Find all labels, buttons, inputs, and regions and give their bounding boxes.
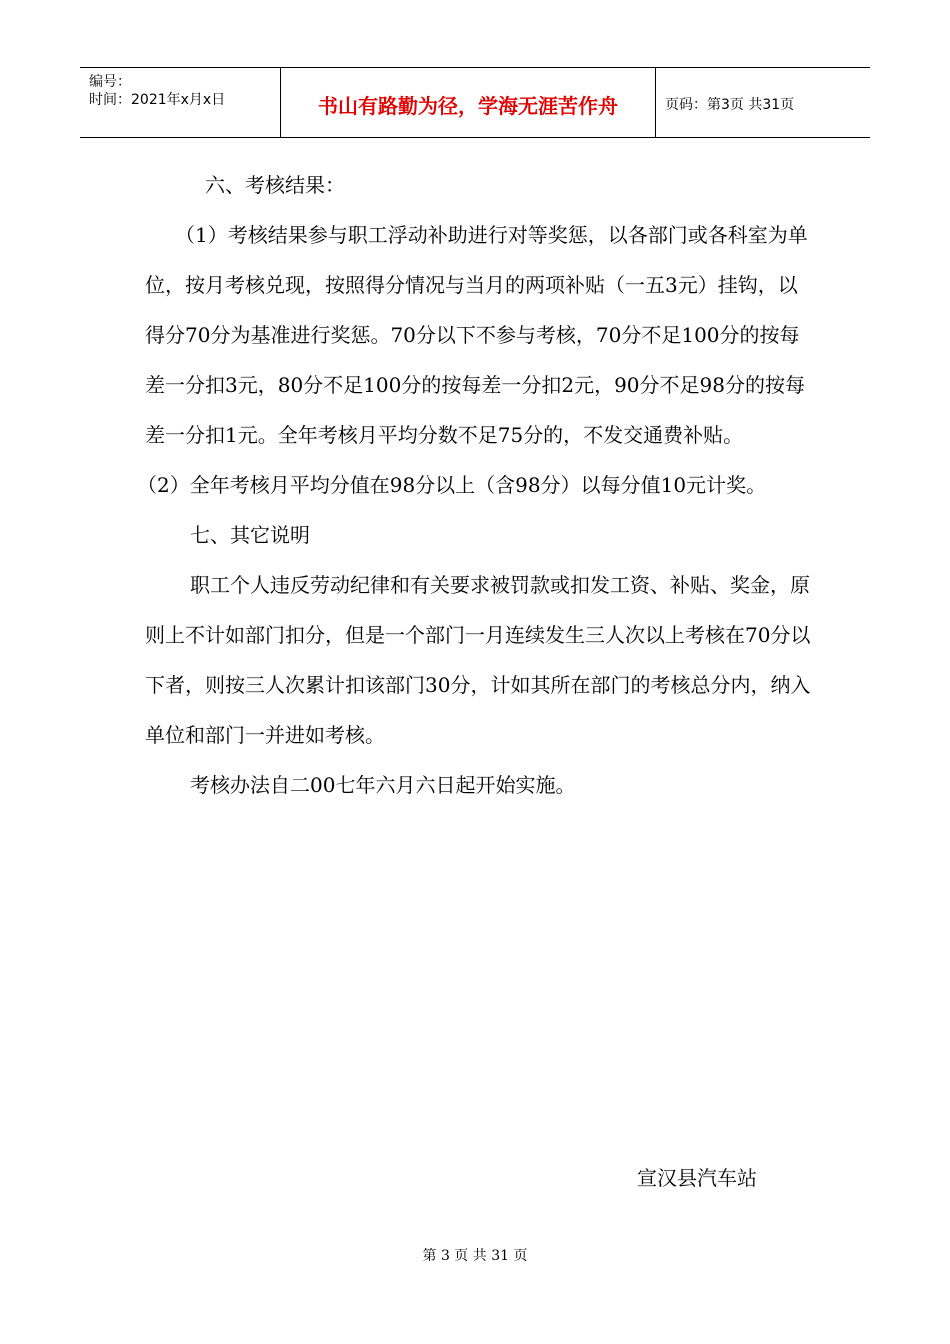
header-meta [80,68,281,137]
section-7-title: 七、其它说明 [190,523,310,547]
number-label: 编号： [89,74,131,90]
document-body [137,160,815,810]
paragraph-3: 职工个人违反劳动纪律和有关要求被罚款或扣发工资、补贴、奖金，原则上不计如部门扣分，但是一个部门一月连续发生三人次以上考核在70分以下者，则按三人次累计扣该部门30分，计如其所在部门的考核总分内，纳入单位和部门一并进如考核。 [145,573,811,747]
paragraph-4: 考核办法自二00七年六月六日起开始实施。 [190,773,576,797]
header-motto: 书山有路勤为径，学海无涯苦作舟 [281,68,656,137]
paragraph-2: （2）全年考核月平均分值在98分以上（含98分）以每分值10元计奖。 [137,473,767,497]
header-page-info: 页码：第3页 共31页 [665,96,795,113]
time-label: 时间：2021年x月x日 [89,92,226,108]
signature: 宣汉县汽车站 [637,1166,757,1190]
page-footer: 第 3 页 共 31 页 [422,1248,528,1264]
paragraph-1: （1）考核结果参与职工浮动补助进行对等奖惩，以各部门或各科室为单位，按月考核兑现，按照得分情况与当月的两项补贴（一五3元）挂钩，以得分70分为基准进行奖惩。70分以下不参与考核，70分不足100分的按每差一分扣3元，80分不足100分的按每差一分扣2元，90分不足98分的按每差一分扣1元。全年考核月平均分数不足75分的，不发交通费补贴。 [145,223,808,447]
page-header [80,67,870,138]
section-6-title: 六、考核结果： [205,173,345,197]
